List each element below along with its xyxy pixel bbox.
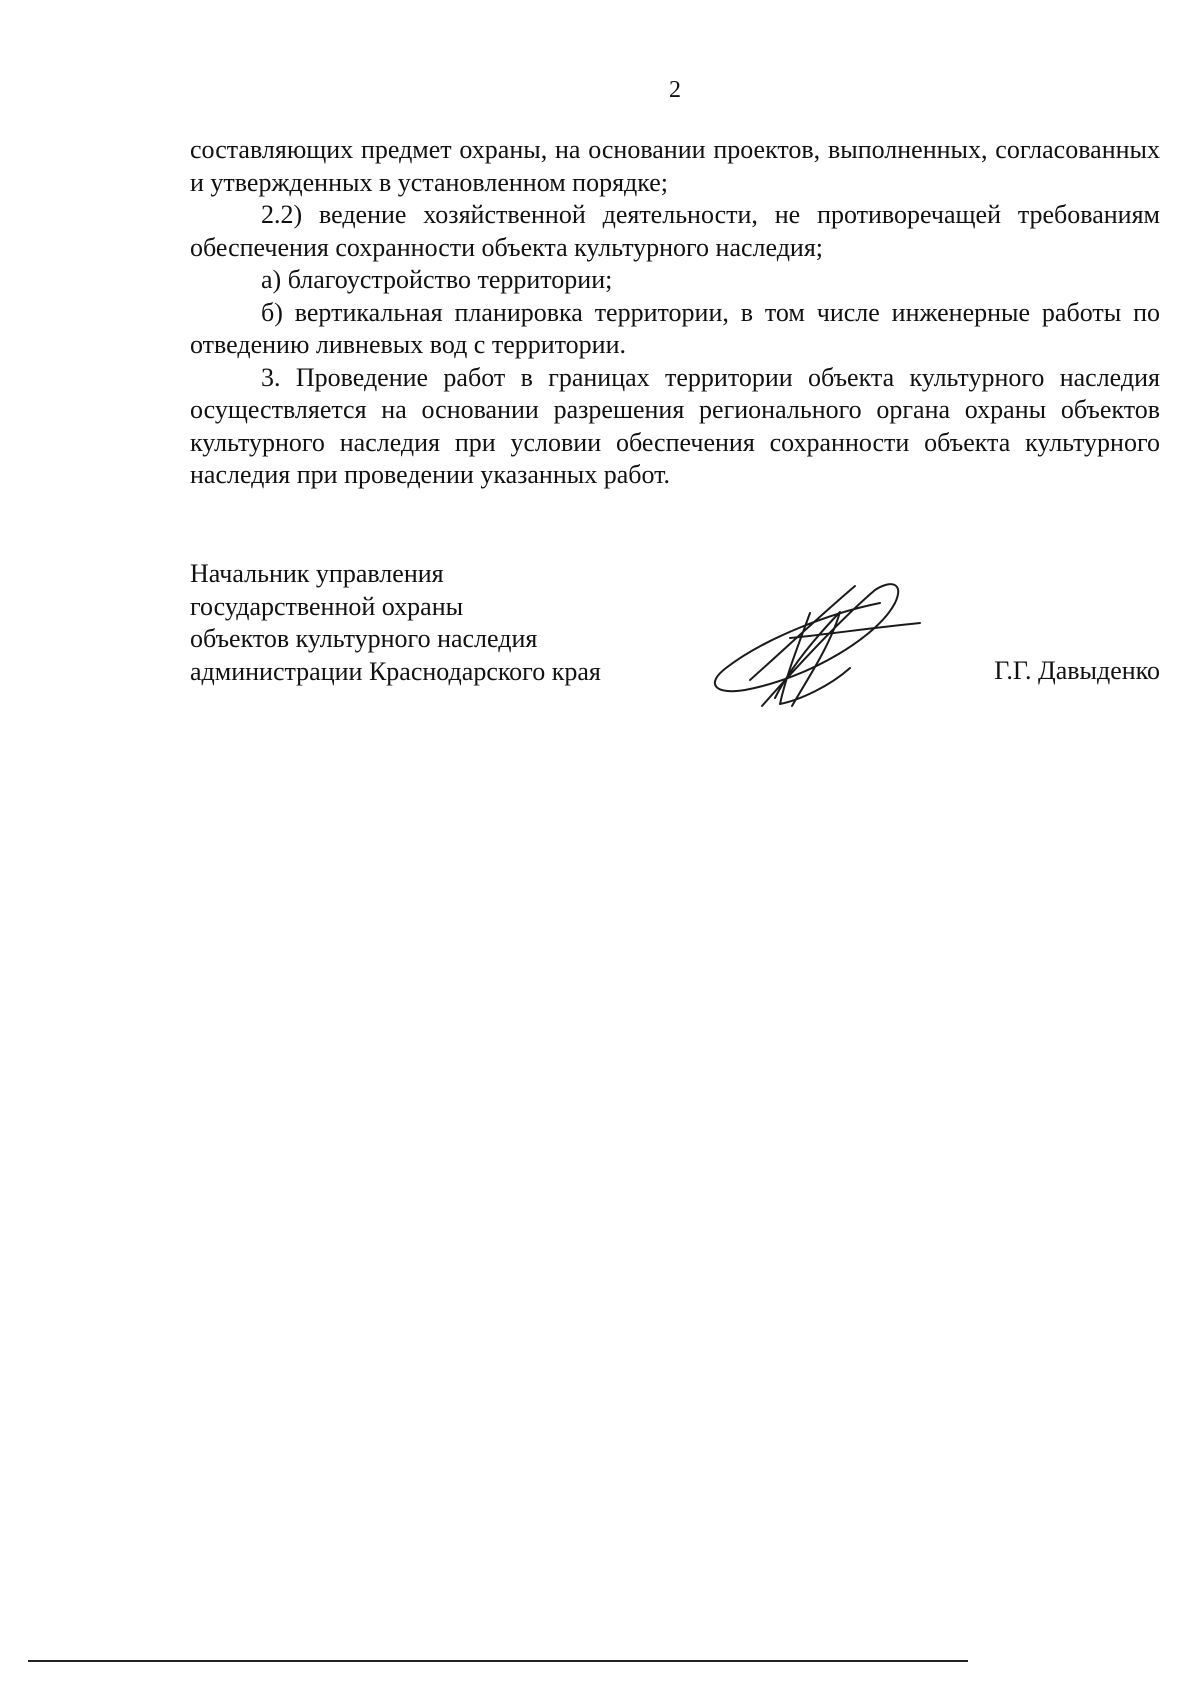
paragraph-vertical-planning: б) вертикальная планировка территории, в том числе инженерные работы по отведению ливневых вод с территории. — [190, 297, 1160, 359]
signer-title-line: государственной охраны — [190, 591, 464, 621]
signature-stroke — [780, 613, 850, 704]
signer-name: Г.Г. Давыденко — [994, 656, 1160, 685]
paragraph-works-permission: 3. Проведение работ в границах территории объекта культурного наследия осуществляется на основании разрешения регионального органа охраны объектов культурного наследия при условии обеспечения сохранности объекта культурного наследия при проведении указанных работ. — [190, 362, 1160, 489]
paragraph-economic-activity: 2.2) ведение хозяйственной деятельности, не противоречащей требованиям обеспечения сохранности объекта культурного наследия; — [190, 200, 1160, 262]
bottom-divider — [28, 1660, 968, 1662]
signature-stroke — [715, 584, 898, 706]
signer-title-line: Начальник управления — [190, 559, 444, 588]
document-body — [190, 134, 1160, 492]
signature-block — [190, 558, 1160, 728]
handwritten-signature — [690, 568, 930, 718]
signer-title-line: администрации Краснодарского края — [190, 656, 601, 686]
page-number: 2 — [669, 77, 681, 103]
signer-title-line: объектов культурного наследия — [190, 624, 538, 653]
paragraph-subject-protection: составляющих предмет охраны, на основании проектов, выполненных, согласованных и утвержденных в установленном порядке; — [190, 135, 1160, 197]
signer-title — [190, 558, 601, 688]
paragraph-landscaping: а) благоустройство территории; — [261, 265, 613, 294]
